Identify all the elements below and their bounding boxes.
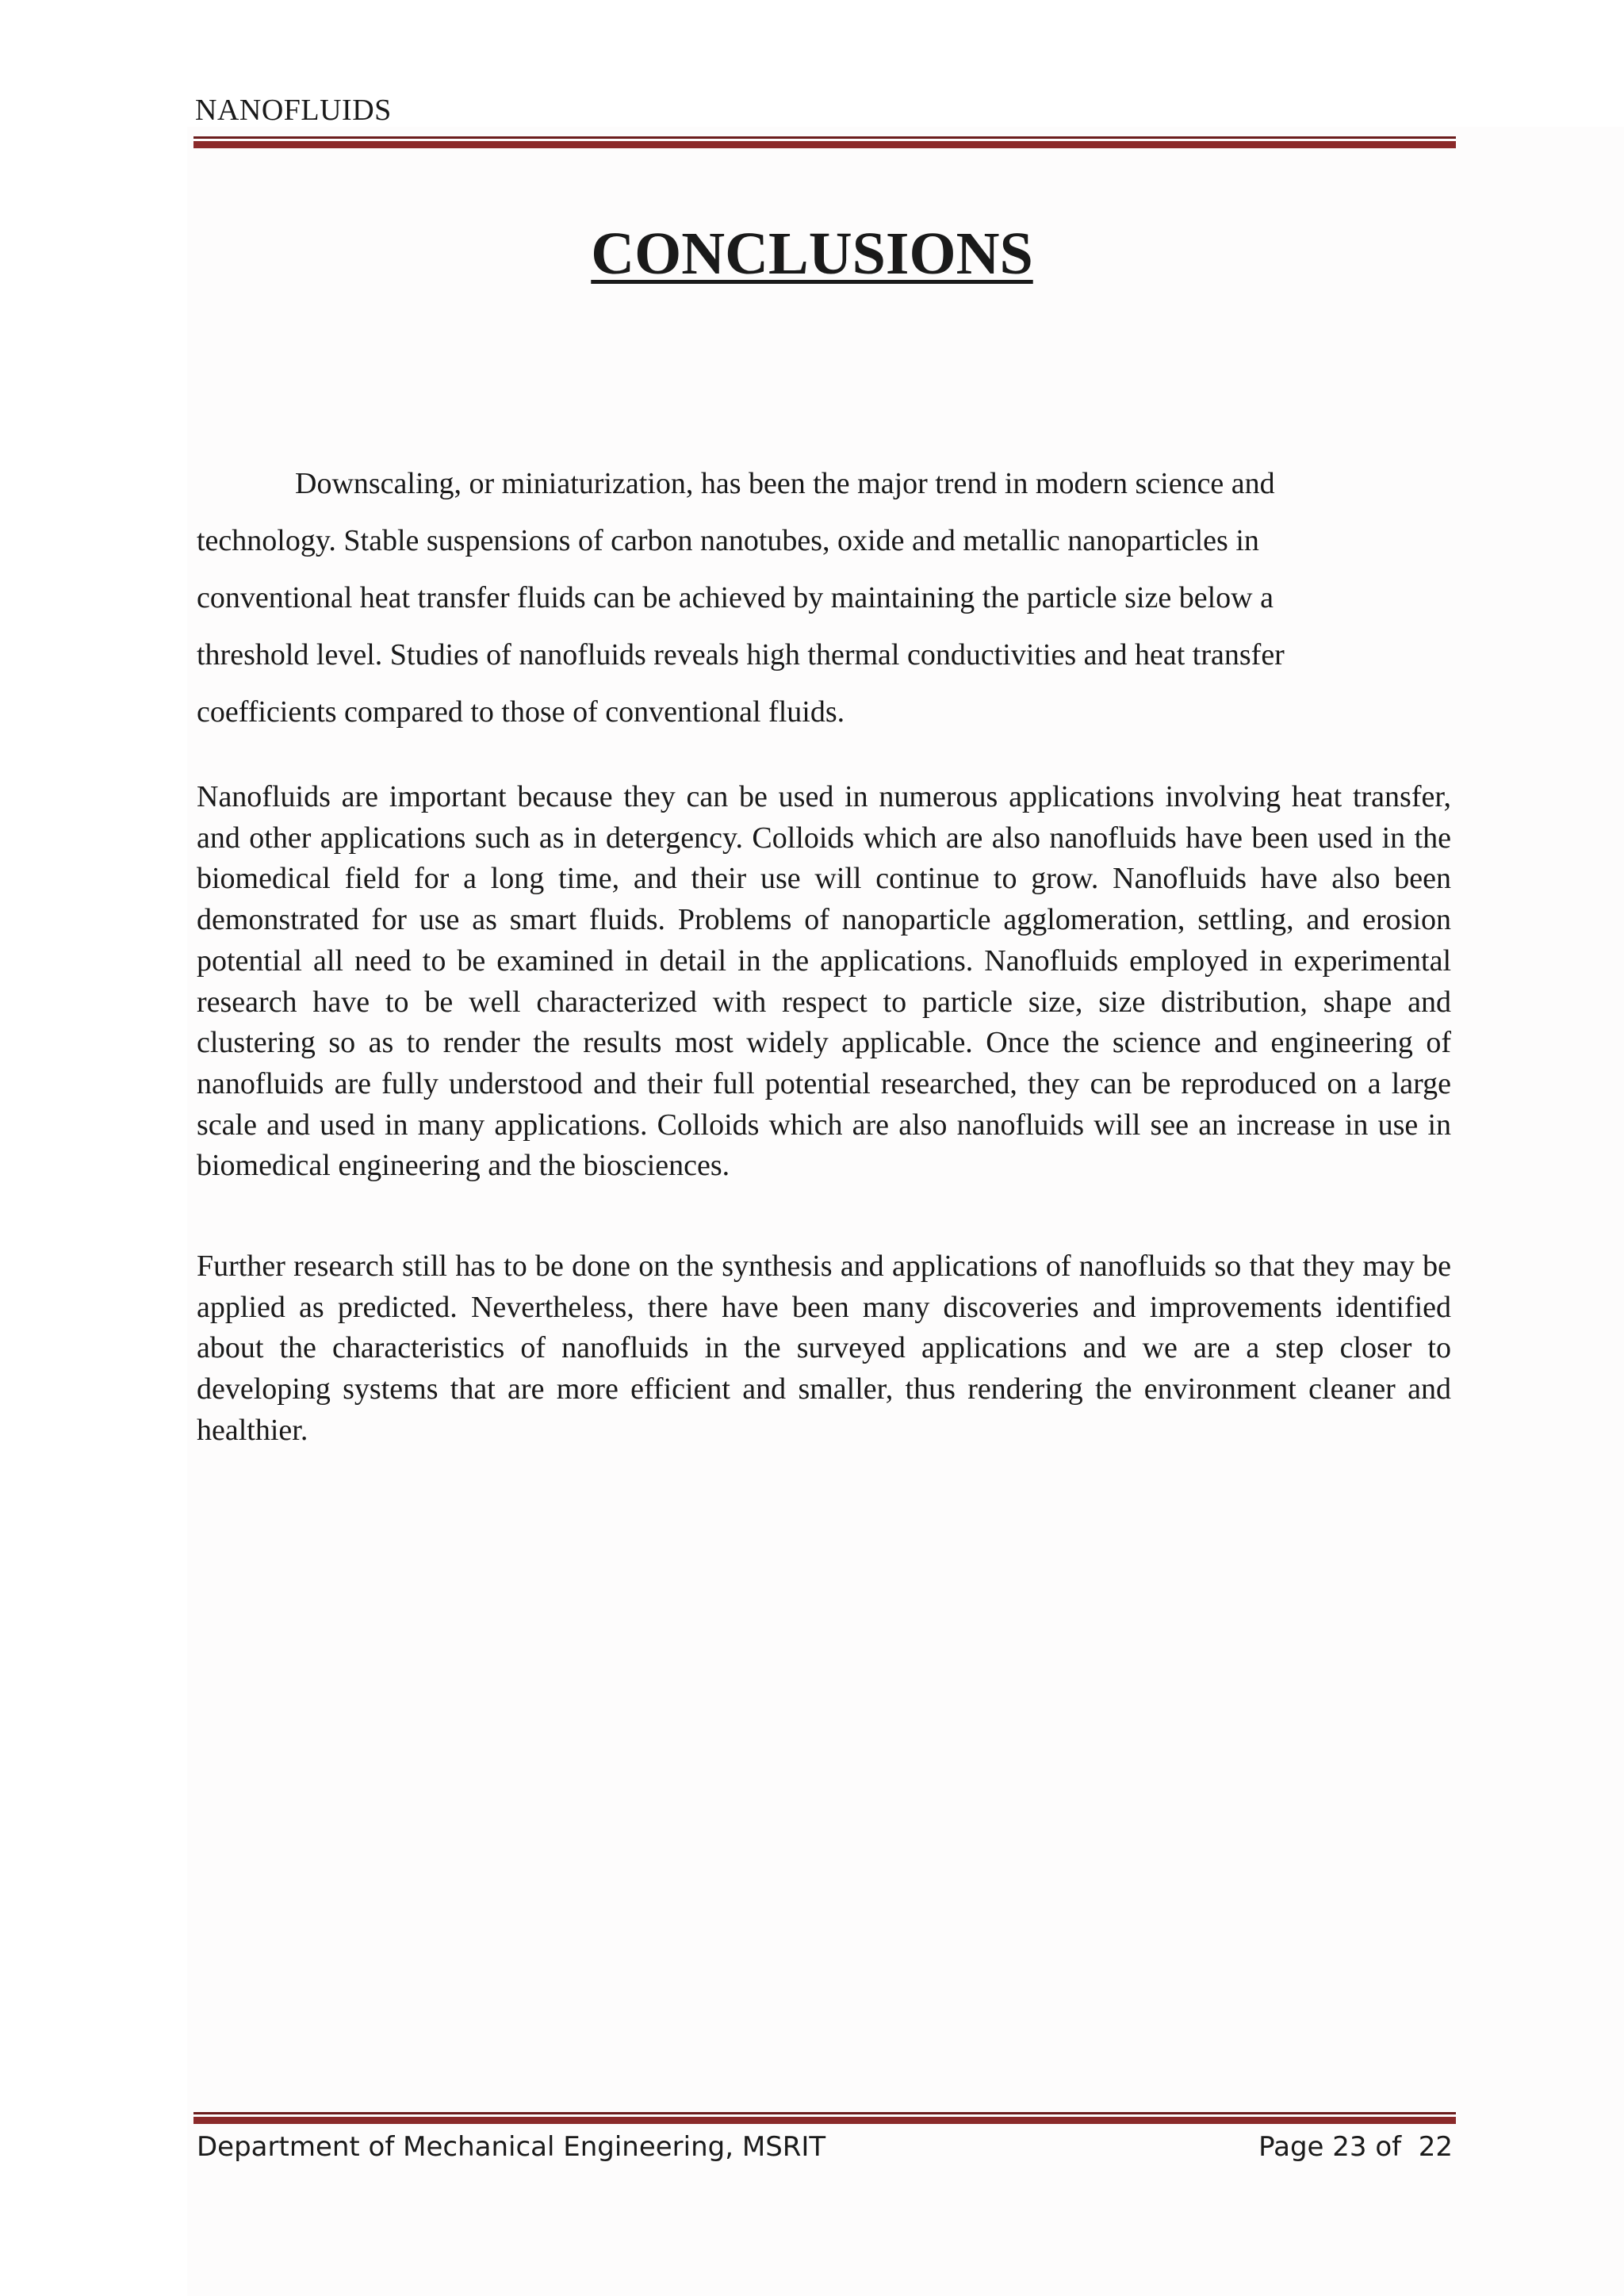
running-header: NANOFLUIDS — [195, 94, 392, 127]
paragraph-further-research: Further research still has to be done on the synthesis and applications of nanofluids so that they may be applied as predicted. Nevertheless, there have been many discoveries and improvements identified about the characteristics of nanofluids in the surveyed applications and we are a step closer to developing systems that are more efficient and smaller, thus rendering the environment cleaner and healthier. — [197, 1249, 1451, 1447]
footer-rule — [193, 2112, 1456, 2124]
page-title-text: CONCLUSIONS — [591, 220, 1033, 287]
paragraph-line: threshold level. Studies of nanofluids reveals high thermal conductivities and heat transfer — [197, 638, 1285, 672]
paragraph-line: conventional heat transfer fluids can be achieved by maintaining the particle size below a — [197, 581, 1274, 614]
header-rule — [193, 136, 1456, 148]
page-background — [187, 127, 1624, 2296]
paragraph-importance: Nanofluids are important because they can be used in numerous applications involving heat transfer, and other applications such as in detergency. Colloids which are also nanofluids have been used in the biomedical field for a long time, and their use will continue to grow. Nanofluids have also been demonstrated for use as smart fluids. Problems of nanoparticle agglomeration, settling, and erosion potential all need to be examined in detail in the applications. Nanofluids employed in experimental research have to be well characterized with respect to particle size, size distribution, shape and clustering so as to render the results most widely applicable. Once the science and engineering of nanofluids are fully understood and their full potential researched, they can be reproduced on a large scale and used in many applications. Colloids which are also nanofluids will see an increase in use in biomedical engineering and the biosciences. — [197, 780, 1451, 1183]
paragraph-intro — [197, 455, 1450, 740]
footer-department: Department of Mechanical Engineering, MSRIT — [197, 2131, 826, 2163]
paragraph-line: technology. Stable suspensions of carbon nanotubes, oxide and metallic nanoparticles in — [197, 524, 1259, 557]
paragraph-line: Downscaling, or miniaturization, has been the major trend in modern science and — [295, 467, 1275, 500]
page-title — [0, 220, 1624, 287]
paragraph-line: coefficients compared to those of conventional fluids. — [197, 695, 845, 729]
footer-page-number: Page 23 of 22 — [1258, 2131, 1453, 2163]
